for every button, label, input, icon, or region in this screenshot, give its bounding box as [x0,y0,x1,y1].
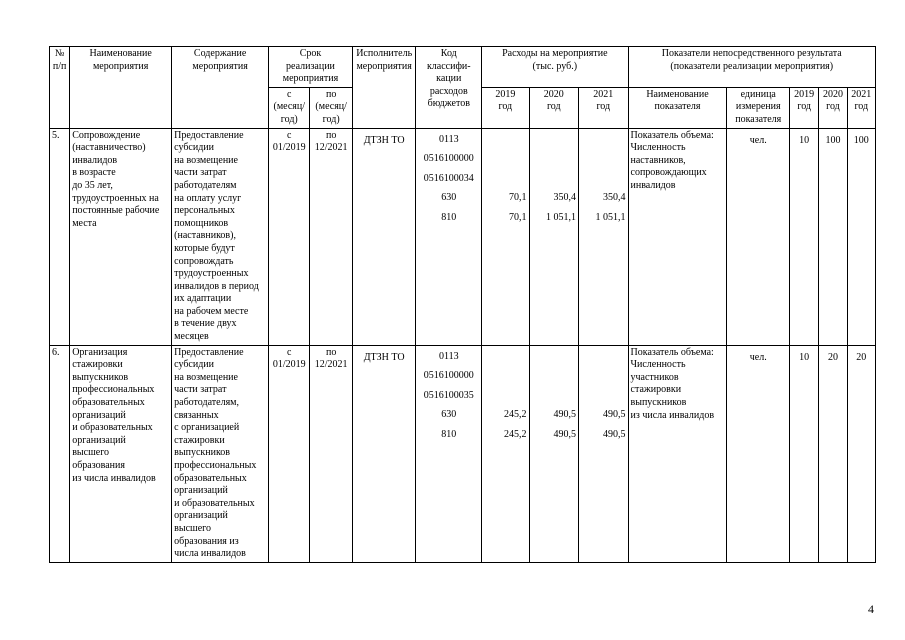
row-indicator-name [628,345,727,562]
header-indicator-unit [727,87,790,128]
text-line: 350,4 [603,192,626,204]
text-line: которые будут [174,242,235,254]
text-line: расходов [429,85,468,97]
text-line: помощников [174,217,229,229]
text-line: высшего [174,522,212,534]
text-line: Содержание [193,48,247,59]
text-line: 0516100035 [423,389,474,401]
header-name [70,47,172,129]
text-line: Наименование [89,48,152,59]
text-line: до 35 лет, [72,179,113,191]
text-line: персональных [174,205,235,217]
text-line: и образовательных [72,422,153,434]
text-line: 1 051,1 [546,211,577,223]
text-line: профессиональных [174,460,257,471]
text-line: субсидии [174,142,214,154]
text-line: (месяц/ [315,101,347,113]
text-line: год [498,101,513,113]
text-line: с [287,129,292,141]
row-from [269,128,310,345]
text-line: работодателям [174,179,237,191]
text-line [532,366,576,386]
row-to [310,345,352,562]
row-codes [416,345,482,562]
text-line: образовательных [72,397,145,409]
header-indicator-2020 [819,87,847,128]
text-line: 0516100000 [423,153,474,165]
row-codes [416,128,482,345]
header-term [269,47,353,88]
text-line: 0113 [438,350,459,362]
text-line [581,169,626,189]
header-indicator-2019 [790,87,819,128]
row-executor: ДТЗН ТО [352,345,416,562]
table-row [50,345,876,562]
text-line: с [287,88,292,100]
text-line [484,366,526,386]
header-code [416,47,482,129]
header-year-2021 [579,87,629,128]
text-line: 490,5 [553,428,577,440]
text-line [532,130,576,150]
text-line: 810 [441,211,457,223]
row-num: 5. [50,128,70,345]
text-line: № [54,48,65,59]
text-line: по [325,129,337,141]
text-line: субсидии [174,359,214,371]
text-line: сопровождающих [630,167,707,179]
text-line: и образовательных [174,497,255,509]
text-line: 01/2019 [272,142,306,154]
text-line: год [546,101,561,113]
text-line: 2021 [593,88,614,100]
text-line: Наименование [646,88,709,100]
text-line: Предоставление [174,346,244,358]
row-expense-2021 [579,345,629,562]
text-line: высшего [72,447,110,459]
text-line: по [325,88,337,100]
text-line: образовательных [174,472,247,484]
text-line: профессиональных [72,384,155,396]
text-line: (показатели реализации мероприятия) [670,60,834,72]
text-line: в течение двух [174,318,237,330]
header-year-2019 [482,87,529,128]
text-line: 245,2 [504,409,527,421]
header-term-from [269,87,310,128]
row-indicator-2021: 100 [847,128,875,345]
row-from [269,345,310,562]
text-line: 2020 [543,88,564,100]
text-line [581,347,626,367]
text-line: из числа инвалидов [72,472,156,484]
text-line: 2019 [495,88,516,100]
text-line: стажировки [630,384,682,396]
table-row [50,128,876,345]
text-line: 350,4 [553,192,577,204]
text-line: год [596,101,611,113]
text-line: участников [630,371,679,383]
text-line: п/п [52,60,67,72]
text-line: на рабочем месте [174,305,249,317]
text-line [484,130,526,150]
row-indicator-unit: чел. [727,345,790,562]
text-line: образования [72,460,125,471]
row-to [310,128,352,345]
text-line: выпускников [630,397,687,409]
row-indicator-2021: 20 [847,345,875,562]
text-line: мероприятия [92,60,149,72]
text-line: 12/2021 [314,142,348,154]
text-line: постоянные рабочие [72,205,160,217]
text-line: 630 [441,192,457,204]
text-line: 810 [441,428,457,440]
text-line [581,386,626,406]
text-line: инвалидов в период [174,280,259,292]
row-num: 6. [50,345,70,562]
text-line [484,347,526,367]
text-line: мероприятия [282,73,339,85]
text-line [484,169,526,189]
text-line: 2021 [851,88,872,100]
text-line [581,149,626,169]
text-line: выпускников [174,447,231,459]
text-line: 70,1 [509,211,527,223]
text-line: (наставников), [174,230,236,242]
header-content [172,47,269,129]
header-indicator-2021 [847,87,875,128]
row-indicator-2020: 100 [819,128,847,345]
row-expense-2019 [482,128,529,345]
text-line: Организация [72,346,128,358]
text-line: классифи- [426,60,471,72]
text-line [532,169,576,189]
text-line: на возмещение [174,371,238,383]
text-line: 630 [441,409,457,421]
text-line: Срок [299,48,322,59]
text-line: год) [280,113,298,125]
text-line: (тыс. руб.) [532,60,578,72]
text-line: по [325,346,337,358]
text-line: на оплату услуг [174,192,242,204]
row-expense-2019 [482,345,529,562]
header-indicator-name [628,87,727,128]
text-line: Расходы на мероприятие [502,48,608,59]
text-line: с организацией [174,422,240,434]
text-line: стажировки [72,359,123,371]
text-line: мероприятия [356,60,412,72]
text-line: 2020 [822,88,843,100]
text-line: организаций [72,434,126,446]
text-line: Код [440,48,457,59]
text-line: год [797,101,811,113]
row-indicator-2019: 10 [790,345,819,562]
text-line: показателя [735,113,782,125]
text-line: 0516100034 [423,172,474,184]
text-line: Численность [630,359,686,371]
text-line: Исполнитель [356,48,413,59]
text-line: мероприятия [192,60,248,72]
text-line [532,347,576,367]
text-line: год [826,101,840,113]
text-line: (месяц/ [273,101,306,113]
text-line: организаций [174,510,228,522]
header-term-to [310,87,352,128]
text-line: месяцев [174,331,209,343]
text-line: трудоустроенных [174,268,249,280]
header-year-2020 [529,87,578,128]
row-indicator-2020: 20 [819,345,847,562]
row-executor: ДТЗН ТО [352,128,416,345]
text-line: Показатель объема: [630,129,714,141]
text-line [581,366,626,386]
row-name [70,345,172,562]
text-line: Предоставление [174,129,244,141]
text-line: 01/2019 [272,359,306,371]
text-line: 70,1 [509,192,527,204]
text-line: числа инвалидов [174,548,246,560]
text-line: Показатели непосредственного результата [661,48,842,59]
row-name [70,128,172,345]
text-line: 0516100000 [423,370,474,382]
row-expense-2021 [579,128,629,345]
text-line: 0113 [438,133,459,145]
header-expenses [482,47,628,88]
text-line: 245,2 [504,428,527,440]
text-line: 1 051,1 [595,211,626,223]
text-line: реализации [286,60,335,72]
row-indicator-2019: 10 [790,128,819,345]
text-line: сопровождать [174,255,234,267]
row-indicator-name [628,128,727,345]
text-line: 12/2021 [314,359,348,371]
text-line: выпускников [72,371,129,383]
header-executor [352,47,416,129]
header-num [50,47,70,129]
text-line: показателя [654,101,701,113]
row-expense-2020 [529,345,578,562]
text-line: в возрасте [72,167,116,179]
header-indicators [628,47,875,88]
text-line: 2019 [794,88,815,100]
text-line: на возмещение [174,154,238,166]
text-line: бюджетов [427,98,470,110]
text-line: единица [740,88,776,100]
text-line: работодателям, [174,397,239,409]
text-line: наставников, [630,154,686,166]
row-content [172,345,269,562]
text-line: инвалидов [72,154,118,166]
text-line: измерения [735,101,781,113]
text-line [484,386,526,406]
text-line: инвалидов [630,179,676,191]
text-line: места [72,217,97,229]
text-line: организаций [72,409,126,421]
text-line: год) [322,113,340,125]
page-number: 4 [868,602,874,616]
row-expense-2020 [529,128,578,345]
text-line: Численность [630,142,686,154]
row-content [172,128,269,345]
text-line [484,149,526,169]
text-line: их адаптации [174,293,232,305]
text-line [581,130,626,150]
text-line: год [854,101,869,113]
text-line: организаций [174,485,228,497]
text-line: части затрат [174,167,227,179]
text-line: из числа инвалидов [630,409,715,421]
text-line: связанных [174,409,219,421]
text-line [532,386,576,406]
text-line: (наставничество) [72,142,146,154]
text-line: стажировки [174,434,225,446]
text-line: образования из [174,535,239,547]
text-line: Показатель объема: [630,346,714,358]
header-row-top [50,47,876,88]
text-line: кации [436,73,462,85]
text-line: 490,5 [603,428,626,440]
text-line: части затрат [174,384,227,396]
row-indicator-unit: чел. [727,128,790,345]
text-line: с [287,346,292,358]
text-line [532,149,576,169]
text-line: трудоустроенных на [72,192,159,204]
text-line: 490,5 [553,409,577,421]
text-line: 490,5 [603,409,626,421]
activities-table [49,46,876,563]
text-line: Сопровождение [72,129,141,141]
